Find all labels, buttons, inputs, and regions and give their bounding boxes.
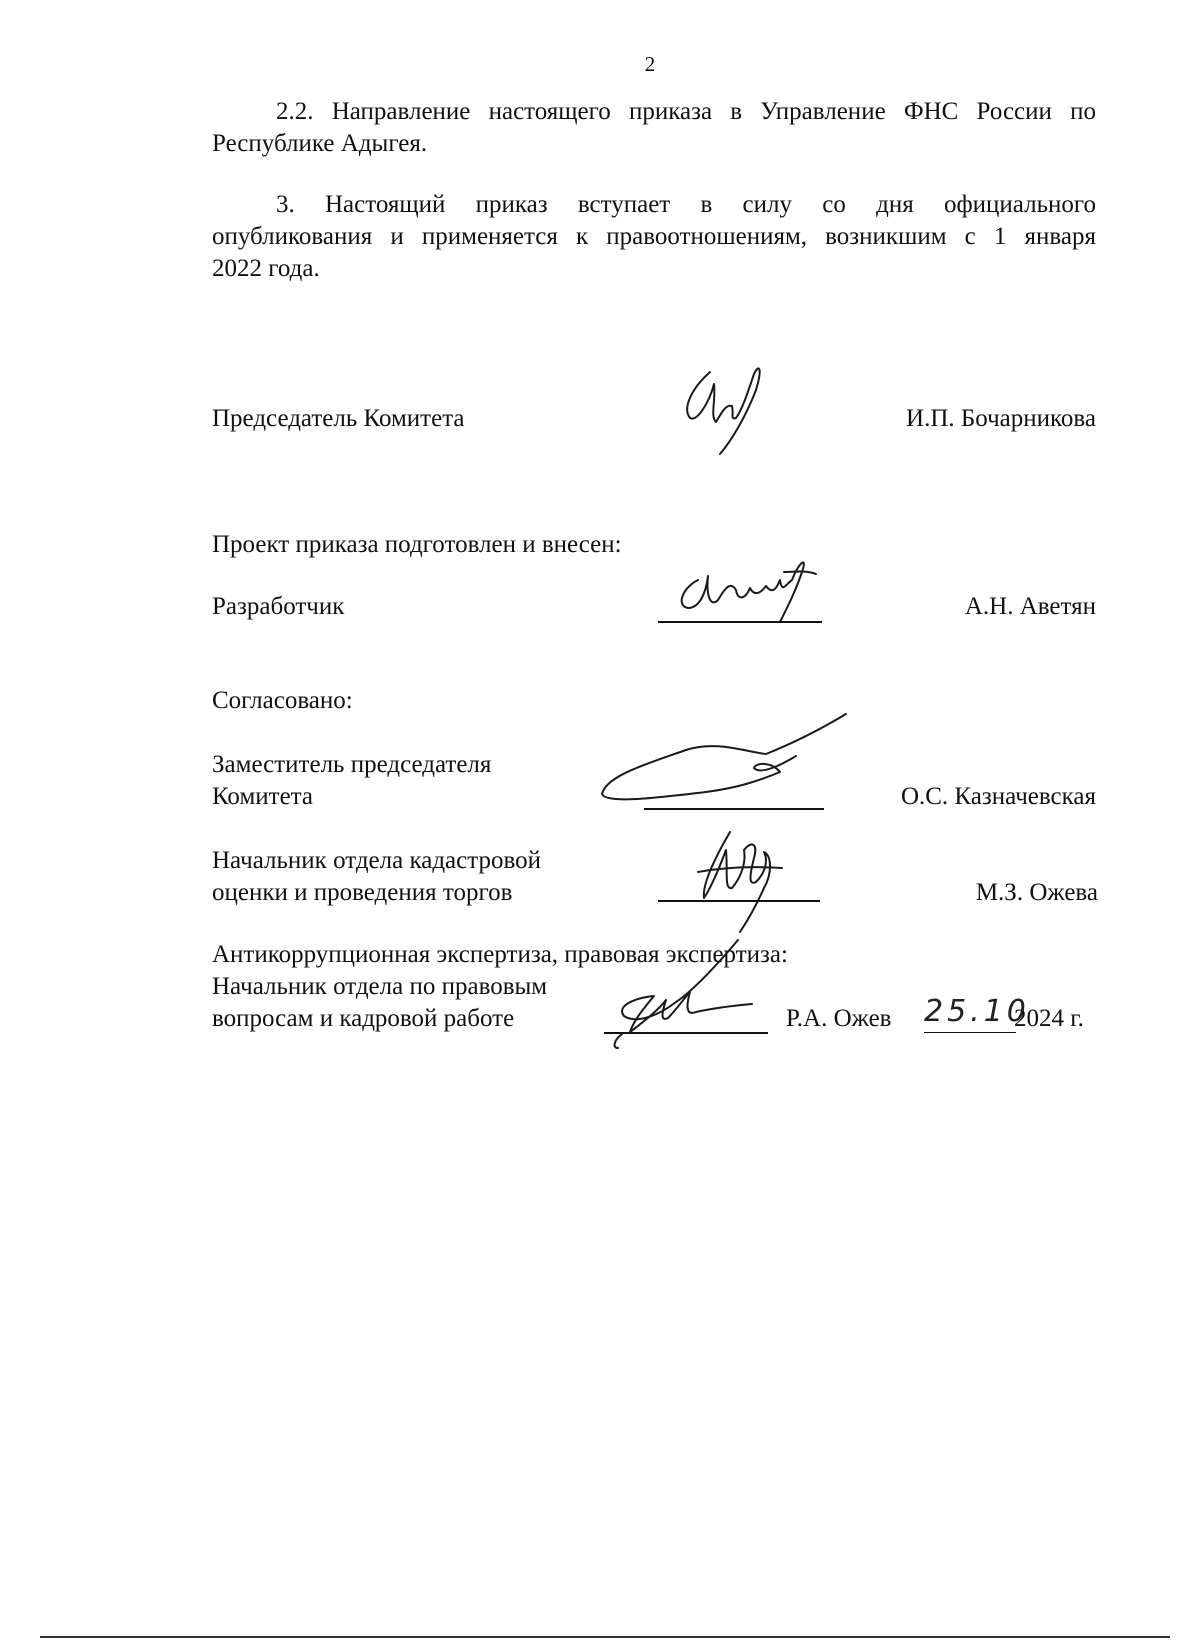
legal-name: Р.А. Ожев xyxy=(786,1005,892,1032)
developer-name: А.Н. Аветян xyxy=(964,593,1096,620)
legal-date-suffix: 2024 г. xyxy=(1014,1005,1084,1032)
cadastral-position-line-1: Начальник отдела кадастровой xyxy=(212,847,541,874)
bottom-edge-rule xyxy=(40,1636,1170,1638)
paragraph-3-line-2: опубликования и применяется к правоотношениям, возникшим с 1 января xyxy=(212,223,1096,250)
developer-signature xyxy=(676,550,836,630)
legal-heading: Антикоррупционная экспертиза, правовая экспертиза: xyxy=(212,941,788,968)
deputy-signature xyxy=(596,710,856,820)
deputy-name: О.С. Казначевская xyxy=(900,783,1096,810)
cadastral-name: М.З. Ожева xyxy=(975,879,1098,906)
legal-position-line-1: Начальник отдела по правовым xyxy=(212,973,548,1000)
deputy-position-line-1: Заместитель председателя xyxy=(212,751,492,778)
cadastral-position-line-2: оценки и проведения торгов xyxy=(212,879,513,906)
chairman-position: Председатель Комитета xyxy=(212,405,465,432)
date-line xyxy=(924,1032,1016,1033)
paragraph-3-line-3: 2022 года. xyxy=(212,255,320,282)
paragraph-2-2-line-2: Республике Адыгея. xyxy=(212,130,428,157)
legal-date-handwritten: 25.10 xyxy=(924,994,1030,1029)
deputy-position-line-2: Комитета xyxy=(212,783,314,810)
cadastral-signature-line xyxy=(658,900,820,902)
paragraph-2-2-line-1: 2.2. Направление настоящего приказа в Управление ФНС России по xyxy=(276,98,1096,125)
legal-signature-line xyxy=(604,1032,768,1034)
legal-position-line-2: вопросам и кадровой работе xyxy=(212,1005,515,1032)
developer-signature-line xyxy=(658,621,822,623)
paragraph-3-line-1: 3. Настоящий приказ вступает в силу со дня официального xyxy=(276,191,1096,218)
developer-position: Разработчик xyxy=(212,593,345,620)
chairman-signature xyxy=(680,360,790,460)
paragraph-2-2 xyxy=(212,96,1096,160)
prepared-heading: Проект приказа подготовлен и внесен: xyxy=(212,531,622,558)
approved-heading: Согласовано: xyxy=(212,687,353,714)
paragraph-3 xyxy=(212,189,1096,285)
deputy-signature-line xyxy=(644,808,824,810)
cadastral-signature xyxy=(690,826,800,936)
legal-signature xyxy=(606,936,776,1056)
page-number: 2 xyxy=(644,52,656,76)
chairman-name: И.П. Бочарникова xyxy=(906,405,1096,432)
